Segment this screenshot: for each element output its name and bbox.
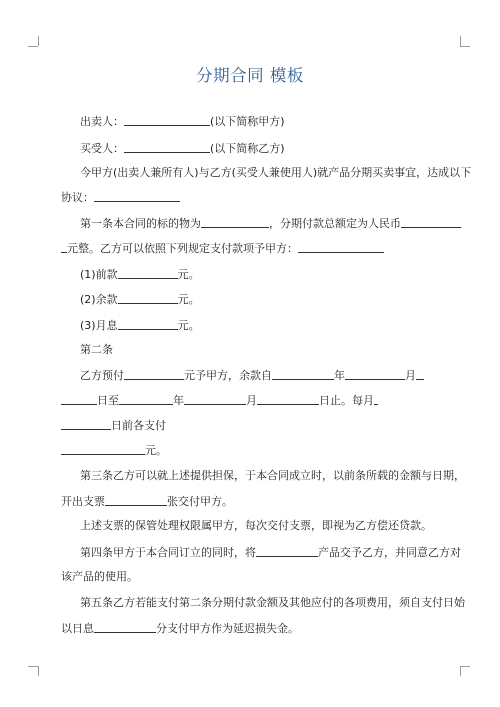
article2-line1 [80,368,458,383]
check-note: 张交付甲方。 [167,495,233,508]
down-payment-blank[interactable] [118,267,178,279]
check-custody-text: 上述支票的保管处理权限属甲方，每次交付支票，即视为乙方偿还贷款。 [80,519,432,532]
article5-line2 [61,621,439,636]
monthly-interest-blank[interactable] [118,318,178,330]
end-day-label: 日止。每月 [319,394,374,407]
product-blank[interactable] [256,545,318,557]
start-day-blank[interactable] [416,368,424,380]
item1-line [80,267,458,282]
end-month-blank[interactable] [184,393,246,405]
article5-text: 第五条乙方若能支付第二条分期付款金额及其他应付的各项费用，须自支付日始 [80,596,465,609]
article3-text: 第三条乙方可以就上述提供担保，于本合同成立时，以前条所载的金额与日期， [80,469,465,482]
item2-unit: 元。 [177,293,200,306]
seller-blank[interactable] [124,114,210,126]
daily-interest-blank[interactable] [94,621,156,633]
subject-blank[interactable] [201,216,269,228]
item1-unit: 元。 [177,268,200,281]
article2-title: 第二条 [80,343,113,356]
intro-line [80,166,472,180]
article1-total-label: ，分期付款总额定为人民币 [269,217,401,230]
year-label-2: 年 [173,394,184,407]
item1-label: (1)前款 [80,268,118,281]
item2-line [80,292,458,307]
late-fee-note: 分支付甲方作为延迟损失金。 [156,622,299,635]
year-label-1: 年 [334,369,345,382]
item3-label: (3)月息 [80,319,118,332]
monthly-day-blank-cont[interactable] [61,418,111,430]
article4-cont-text: 该产品的使用。 [61,570,138,583]
daily-interest-label: 以日息 [61,622,94,635]
check-count-blank[interactable] [105,494,167,506]
balance-from-label: 元予甲方，余款自 [184,369,272,382]
prepay-label: 乙方预付 [80,369,124,382]
total-amount-blank[interactable] [401,216,461,228]
check-label: 开出支票 [61,495,105,508]
month-label-1: 月 [405,369,416,382]
article1-line [80,216,458,231]
article4-line2 [61,570,439,584]
agreement-line [61,190,439,205]
end-day-blank[interactable] [257,393,319,405]
article2-line3 [61,418,439,433]
start-month-blank[interactable] [345,368,405,380]
buyer-blank[interactable] [124,141,210,153]
article4-line1 [80,545,461,560]
balance-blank[interactable] [118,292,178,304]
pay-each-label: 日前各支付 [111,419,166,432]
article5-line1 [80,596,465,610]
installment-amount-blank[interactable] [61,443,145,455]
item3-line [80,318,458,333]
article3-line2 [61,494,439,509]
seller-note: (以下简称甲方) [210,115,285,128]
article2-line2 [61,393,439,408]
article4-label: 第四条甲方于本合同订立的同时，将 [80,546,256,559]
article2-line4 [61,443,439,458]
agreement-label: 协议： [61,191,94,204]
article4-note: 产品交予乙方，并同意乙方对 [318,546,461,559]
article1-subject-label: 第一条本合同的标的物为 [80,217,201,230]
buyer-label: 买受人： [80,142,124,155]
month-label-2: 月 [246,394,257,407]
document-title: 分期合同 模板 [196,66,304,85]
article3-line1 [80,469,465,483]
payment-method-blank[interactable] [298,241,384,253]
until-label: 日至 [97,394,119,407]
article1-cont-line [61,241,439,256]
article1-cont-text: 元整。乙方可以依照下列规定支付款项予甲方： [67,242,298,255]
item3-unit: 元。 [177,319,200,332]
start-day-blank-cont[interactable] [61,393,97,405]
installment-unit: 元。 [145,444,167,457]
start-year-blank[interactable] [272,368,334,380]
seller-line [80,114,458,129]
item2-label: (2)余款 [80,293,118,306]
intro-text: 今甲方(出卖人兼所有人)与乙方(买受人兼使用人)就产品分期买卖事宜，达成以下 [80,166,472,179]
seller-label: 出卖人： [80,115,124,128]
article2-heading [80,343,458,357]
end-year-blank[interactable] [119,393,173,405]
buyer-note: (以下简称乙方) [210,142,285,155]
check-custody-line [80,519,458,533]
agreement-blank[interactable] [94,190,180,202]
monthly-day-blank[interactable] [374,393,378,405]
prepay-blank[interactable] [124,368,184,380]
buyer-line [80,141,458,156]
